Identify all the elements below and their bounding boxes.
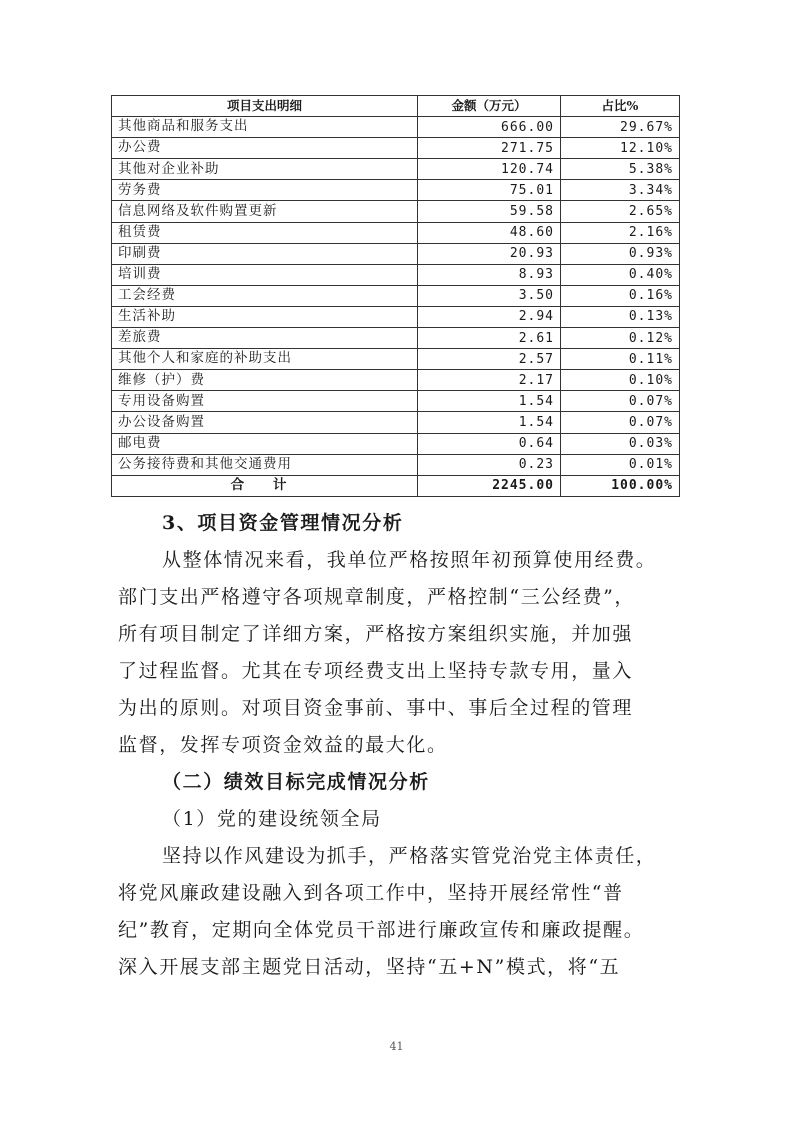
page-number: 41: [389, 1040, 404, 1053]
paragraph-line: 为出的原则。对项目资金事前、事中、事后全过程的管理: [118, 697, 634, 719]
row-item: 其他个人和家庭的补助支出: [112, 349, 418, 370]
row-item: 工会经费: [112, 285, 418, 306]
row-ratio: 5.38%: [561, 159, 680, 180]
paragraph-line: 纪”教育，定期向全体党员干部进行廉政宣传和廉政提醒。: [118, 919, 645, 941]
row-item: 公务接待费和其他交通费用: [112, 454, 418, 475]
row-amount: 0.23: [418, 454, 561, 475]
section-3-heading: 3、项目资金管理情况分析: [162, 512, 404, 534]
row-ratio: 0.11%: [561, 349, 680, 370]
paragraph-line: 从整体情况来看，我单位严格按照年初预算使用经费。: [162, 549, 657, 571]
row-item: 培训费: [112, 264, 418, 285]
section-3: [118, 505, 688, 986]
row-ratio: 0.16%: [561, 285, 680, 306]
table-row: [112, 433, 680, 454]
row-item: 印刷费: [112, 243, 418, 264]
table-row: [112, 243, 680, 264]
row-amount: 2.61: [418, 328, 561, 349]
table-row: [112, 328, 680, 349]
row-item: 信息网络及软件购置更新: [112, 201, 418, 222]
row-amount: 20.93: [418, 243, 561, 264]
row-ratio: 0.13%: [561, 306, 680, 327]
total-label: 合 计: [112, 475, 418, 496]
row-amount: 59.58: [418, 201, 561, 222]
header-item: 项目支出明细: [112, 96, 418, 117]
table-row: [112, 117, 680, 138]
row-amount: 120.74: [418, 159, 561, 180]
row-ratio: 3.34%: [561, 180, 680, 201]
row-ratio: 0.40%: [561, 264, 680, 285]
row-ratio: 29.67%: [561, 117, 680, 138]
row-amount: 271.75: [418, 138, 561, 159]
row-amount: 2.94: [418, 306, 561, 327]
row-amount: 48.60: [418, 222, 561, 243]
paragraph-line: 深入开展支部主题党日活动，坚持“五+N”模式，将“五: [118, 956, 621, 978]
table-header-row: [112, 96, 680, 117]
row-amount: 2.57: [418, 349, 561, 370]
row-ratio: 0.12%: [561, 328, 680, 349]
table-row: [112, 306, 680, 327]
table-row: [112, 349, 680, 370]
row-item: 办公设备购置: [112, 412, 418, 433]
row-amount: 1.54: [418, 412, 561, 433]
row-ratio: 0.07%: [561, 391, 680, 412]
row-ratio: 0.10%: [561, 370, 680, 391]
table-body: [112, 117, 680, 476]
paragraph-line: 将党风廉政建设融入到各项工作中，坚持开展经常性“普: [118, 882, 624, 904]
section-2-heading: （二）绩效目标完成情况分析: [162, 771, 430, 793]
paragraph-line: 了过程监督。尤其在专项经费支出上坚持专款专用，量入: [118, 660, 634, 682]
table-row: [112, 264, 680, 285]
row-amount: 2.17: [418, 370, 561, 391]
row-amount: 8.93: [418, 264, 561, 285]
table-total-row: [112, 475, 680, 496]
row-ratio: 0.01%: [561, 454, 680, 475]
table-row: [112, 370, 680, 391]
table-row: [112, 159, 680, 180]
row-item: 租赁费: [112, 222, 418, 243]
table-row: [112, 180, 680, 201]
row-ratio: 0.07%: [561, 412, 680, 433]
total-ratio: 100.00%: [561, 475, 680, 496]
row-item: 专用设备购置: [112, 391, 418, 412]
row-ratio: 12.10%: [561, 138, 680, 159]
row-item: 其他对企业补助: [112, 159, 418, 180]
table-row: [112, 454, 680, 475]
row-ratio: 0.93%: [561, 243, 680, 264]
row-ratio: 0.03%: [561, 433, 680, 454]
header-amount: 金额（万元）: [418, 96, 561, 117]
paragraph-line: 所有项目制定了详细方案，严格按方案组织实施，并加强: [118, 623, 634, 645]
table-row: [112, 222, 680, 243]
table-row: [112, 201, 680, 222]
header-ratio: 占比%: [561, 96, 680, 117]
expense-table: [111, 95, 680, 497]
row-amount: 1.54: [418, 391, 561, 412]
table-row: [112, 138, 680, 159]
row-item: 生活补助: [112, 306, 418, 327]
table-row: [112, 412, 680, 433]
row-ratio: 2.65%: [561, 201, 680, 222]
row-item: 维修（护）费: [112, 370, 418, 391]
section-2-subheading: （1）党的建设统领全局: [162, 808, 382, 830]
table-row: [112, 391, 680, 412]
row-item: 劳务费: [112, 180, 418, 201]
paragraph-line: 部门支出严格遵守各项规章制度，严格控制“三公经费”，: [118, 586, 636, 608]
total-amount: 2245.00: [418, 475, 561, 496]
paragraph-line: 坚持以作风建设为抓手，严格落实管党治党主体责任，: [162, 845, 657, 867]
row-amount: 0.64: [418, 433, 561, 454]
row-amount: 3.50: [418, 285, 561, 306]
table-row: [112, 285, 680, 306]
row-item: 差旅费: [112, 328, 418, 349]
paragraph-line: 监督，发挥专项资金效益的最大化。: [118, 734, 448, 756]
row-amount: 75.01: [418, 180, 561, 201]
row-amount: 666.00: [418, 117, 561, 138]
row-item: 邮电费: [112, 433, 418, 454]
row-ratio: 2.16%: [561, 222, 680, 243]
row-item: 办公费: [112, 138, 418, 159]
row-item: 其他商品和服务支出: [112, 117, 418, 138]
